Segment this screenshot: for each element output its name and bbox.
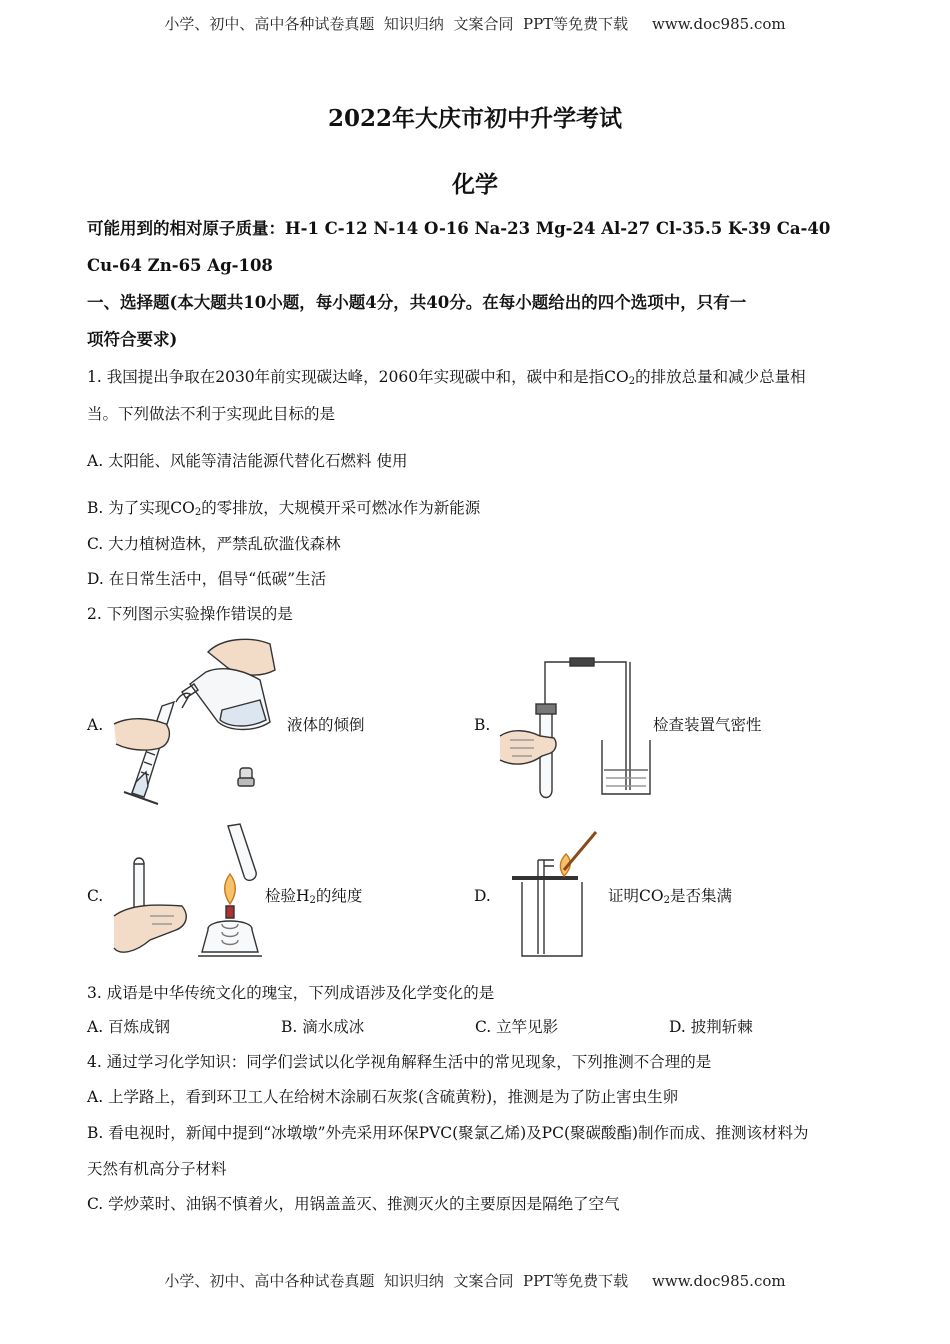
section-heading-line2: 项符合要求)	[87, 330, 178, 349]
q2-option-a-caption: 液体的倾倒	[287, 716, 365, 734]
atomic-masses-line1: 可能用到的相对原子质量：H-1 C-12 N-14 O-16 Na-23 Mg-24 Al-27 Cl-35.5 K-39 Ca-40	[87, 219, 831, 238]
q3-option-c: C. 立竿见影	[475, 1018, 559, 1036]
page-footer: 小学、初中、高中各种试卷真题 知识归纳 文案合同 PPT等免费下载 www.doc985.com	[164, 1272, 786, 1290]
exam-title: 2022年大庆市初中升学考试	[327, 105, 622, 132]
q1-option-b: B. 为了实现$CO_2$的零排放，大规模开采可燃冰作为新能源	[87, 499, 481, 518]
q4-option-c: C. 学炒菜时、油锅不慎着火，用锅盖盖灭、推测灭火的主要原因是隔绝了空气	[87, 1195, 620, 1213]
atomic-masses-line2: Cu-64 Zn-65 Ag-108	[87, 256, 273, 275]
exam-subject: 化学	[452, 171, 498, 198]
q2-option-b-caption: 检查装置气密性	[653, 716, 762, 734]
q2-option-a-letter: A.	[87, 716, 104, 734]
hydrogen-purity-test-figure	[110, 820, 270, 962]
q3-option-d: D. 披荆斩棘	[669, 1018, 753, 1036]
airtightness-check-figure	[498, 640, 658, 802]
q2-stem: 2. 下列图示实验操作错误的是	[87, 605, 293, 623]
q1-option-d: D. 在日常生活中，倡导“低碳”生活	[87, 570, 327, 588]
q2-option-b-letter: B.	[474, 716, 491, 734]
q2-option-c-letter: C.	[87, 887, 104, 905]
q3-stem: 3. 成语是中华传统文化的瑰宝，下列成语涉及化学变化的是	[87, 984, 495, 1002]
q4-option-b-line1: B. 看电视时，新闻中提到“冰墩墩”外壳采用环保PVC(聚氯乙烯)及PC(聚碳酸酯)制作而成、推测该材料为	[87, 1124, 809, 1142]
q2-option-c-caption: 检验$H_2$的纯度	[265, 887, 363, 906]
q1-option-a: A. 太阳能、风能等清洁能源代替化石燃料 使用	[87, 452, 408, 470]
q1-stem-line2: 当。下列做法不利于实现此目标的是	[87, 405, 336, 423]
q1-stem-line1: 1. 我国提出争取在2030年前实现碳达峰，2060年实现碳中和，碳中和是指$CO_2$的排放总量和减少总量相	[87, 368, 806, 387]
q3-option-b: B. 滴水成冰	[281, 1018, 365, 1036]
section-heading-line1: 一、选择题(本大题共10小题，每小题4分，共40分。在每小题给出的四个选项中，只有一	[87, 293, 747, 312]
page-header: 小学、初中、高中各种试卷真题 知识归纳 文案合同 PPT等免费下载 www.doc985.com	[164, 15, 786, 33]
q4-option-b-line2: 天然有机高分子材料	[87, 1160, 227, 1178]
q4-option-a: A. 上学路上，看到环卫工人在给树木涂刷石灰浆(含硫黄粉)，推测是为了防止害虫生卵	[87, 1088, 679, 1106]
q3-option-a: A. 百炼成钢	[87, 1018, 171, 1036]
q2-option-d-letter: D.	[474, 887, 491, 905]
q1-option-c: C. 大力植树造林，严禁乱砍滥伐森林	[87, 535, 341, 553]
q4-stem: 4. 通过学习化学知识：同学们尝试以化学视角解释生活中的常见现象，下列推测不合理的是	[87, 1053, 712, 1071]
q2-option-d-caption: 证明$CO_2$是否集满	[608, 887, 732, 906]
co2-full-test-figure	[508, 830, 603, 962]
pour-liquid-figure	[110, 632, 285, 807]
